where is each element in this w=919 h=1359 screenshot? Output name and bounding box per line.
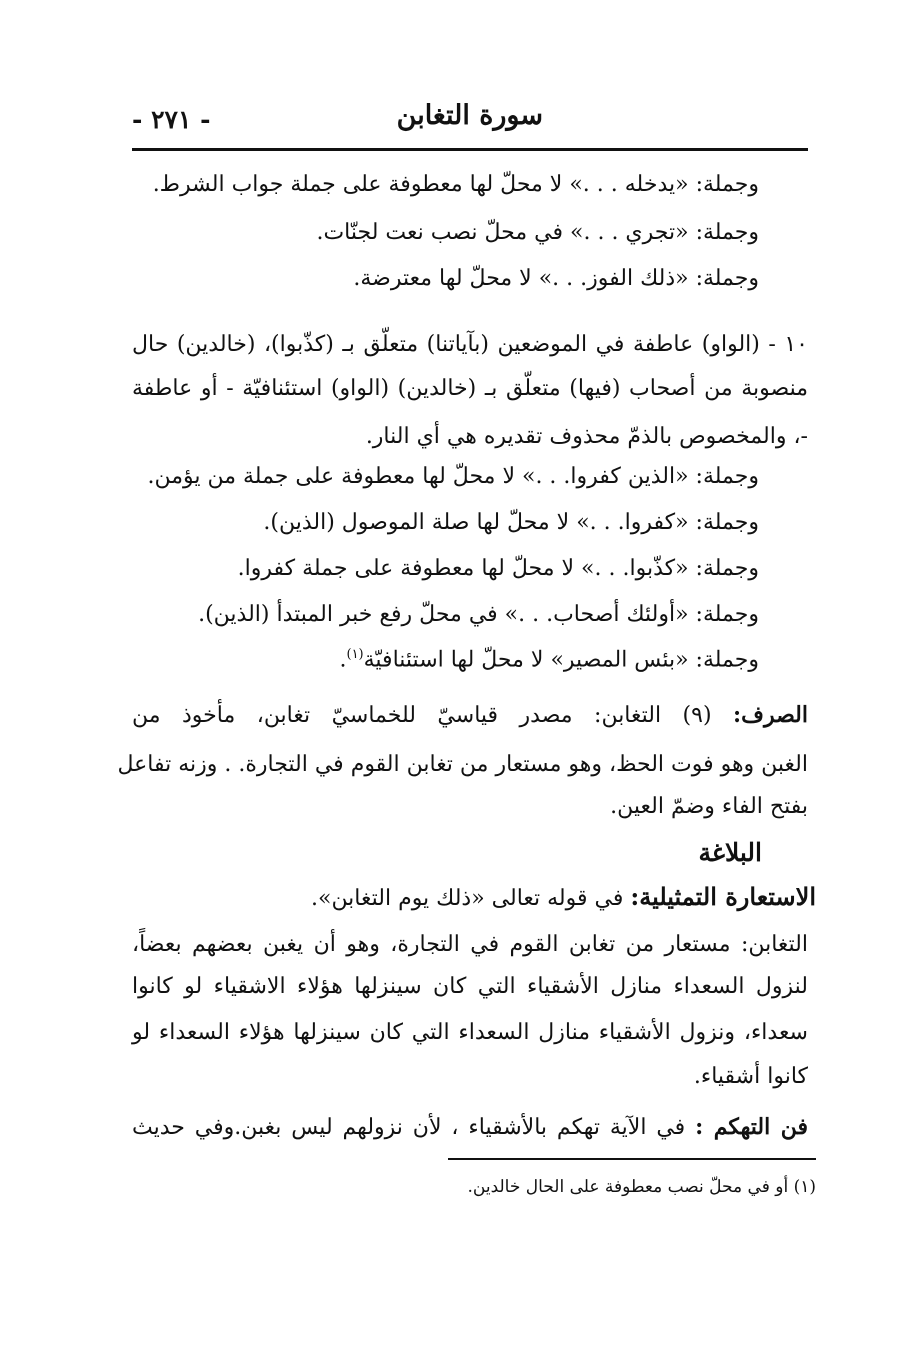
- page-number: - ٢٧١ -: [132, 105, 211, 134]
- isti3ara-line: لنزول السعداء منازل الأشقياء التي كان سينزلها هؤلاء الاشقياء لو كانوا: [132, 974, 808, 999]
- tahakkum-line: [132, 1112, 808, 1143]
- grammar-line: وجملة: «الذين كفروا. . .» لا محلّ لها معطوفة على جملة من يؤمن.: [147, 464, 759, 489]
- tahakkum-text: في الآية تهكم بالأشقياء ، لأن نزولهم ليس بغبن.وفي حديث: [132, 1115, 686, 1140]
- isti3ara-text: في قوله تعالى «ذلك يوم التغابن».: [310, 886, 624, 911]
- header-divider: [132, 148, 808, 151]
- sarf-line: بفتح الفاء وضمّ العين.: [610, 794, 808, 819]
- paragraph-line: ١٠ - (الواو) عاطفة في الموضعين (بآياتنا) متعلّق بـ (كذّبوا)، (خالدين) حال: [132, 332, 808, 357]
- grammar-line: وجملة: «تجري . . .» في محلّ نصب نعت لجنّات.: [316, 220, 759, 245]
- grammar-line: وجملة: «كذّبوا. . .» لا محلّ لها معطوفة على جملة كفروا.: [237, 556, 759, 581]
- isti3ara-line: التغابن: مستعار من تغابن القوم في التجارة، وهو أن يغبن بعضهم بعضاً،: [132, 932, 808, 957]
- grammar-line: وجملة: «ذلك الفوز. . .» لا محلّ لها معترضة.: [353, 266, 759, 291]
- surah-title: سورة التغابن: [396, 100, 543, 131]
- isti3ara-line: كانوا أشقياء.: [693, 1064, 808, 1089]
- paragraph-line: منصوبة من أصحاب (فيها) متعلّق بـ (خالدين) (الواو) استئنافيّة - أو عاطفة: [132, 376, 808, 401]
- grammar-line: وجملة: «كفروا. . .» لا محلّ لها صلة الموصول (الذين).: [263, 510, 759, 535]
- footnote-marker: (١): [346, 647, 364, 662]
- grammar-line: وجملة: «أولئك أصحاب. . .» في محلّ رفع خبر المبتدأ (الذين).: [198, 602, 759, 627]
- isti3ara-label: الاستعارة التمثيلية:: [630, 882, 816, 911]
- footnote: (١) أو في محلّ نصب معطوفة على الحال خالدين.: [467, 1177, 816, 1197]
- grammar-line-text: وجملة: «بئس المصير» لا محلّ لها استئنافيّة: [363, 647, 759, 673]
- sarf-line: [132, 700, 808, 731]
- footnote-divider: [448, 1158, 816, 1160]
- sarf-label: الصرف:: [733, 702, 808, 728]
- sarf-text: (٩) التغابن: مصدر قياسيّ للخماسيّ تغابن، مأخوذ من: [132, 703, 712, 728]
- paragraph-line: -، والمخصوص بالذمّ محذوف تقديره هي أي النار.: [365, 424, 808, 449]
- grammar-line: وجملة: «يدخله . . .» لا محلّ لها معطوفة على جملة جواب الشرط.: [152, 172, 759, 197]
- page-header: [132, 100, 808, 146]
- sarf-line: الغبن وهو فوت الحظ، وهو مستعار من تغابن القوم في التجارة. . وزنه تفاعل: [117, 752, 808, 777]
- grammar-line: وجملة: «بئس المصير» لا محلّ لها استئنافيّة$^{(١)}$.: [339, 647, 759, 673]
- tahakkum-label: فن التهكم :: [695, 1114, 809, 1140]
- isti3ara-line: سعداء، ونزول الأشقياء منازل السعداء التي كان سينزلها هؤلاء السعداء لو: [132, 1020, 808, 1045]
- section-heading: البلاغة: [698, 838, 762, 867]
- isti3ara-line: [311, 882, 816, 914]
